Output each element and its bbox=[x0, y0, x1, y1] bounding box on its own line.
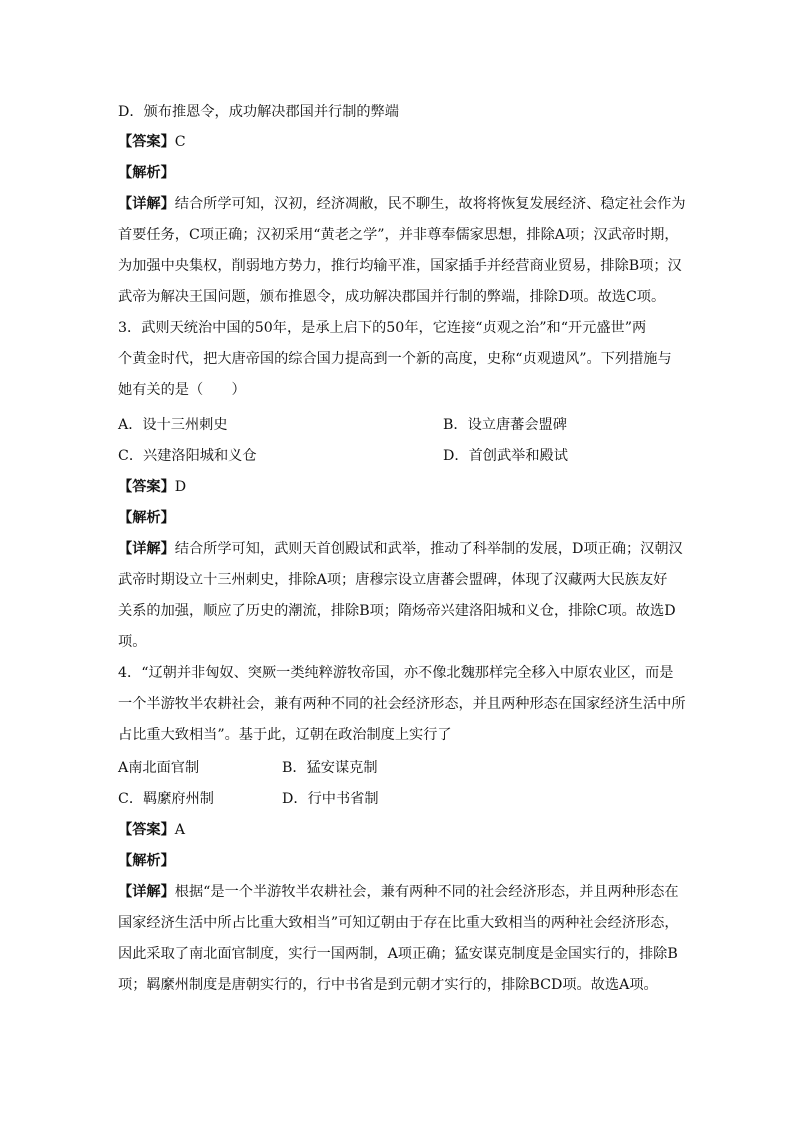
q3-stem-line-3: 她有关的是（ ） bbox=[118, 382, 246, 398]
q2-answer bbox=[118, 132, 186, 152]
answer-tag: 【答案】 bbox=[118, 479, 175, 495]
q4-answer bbox=[118, 820, 185, 840]
detail-tag: 【详解】 bbox=[118, 541, 175, 557]
q4-detail-line-1 bbox=[118, 882, 679, 902]
q4-stem-line-2: 一个半游牧半农耕社会，兼有两种不同的社会经济形态，并且两种形态在国家经济生活中所 bbox=[118, 696, 686, 712]
q4-detail-line-4: 项；羁縻州制度是唐朝实行的，行中书省是到元朝才实行的，排除BCD项。故选A项。 bbox=[118, 977, 658, 993]
q3-stem-line-1: 3．武则天统治中国的50年，是承上启下的50年，它连接“贞观之治”和“开元盛世”两 bbox=[118, 320, 647, 336]
q2-detail-line-4: 武帝为解决王国问题，颁布推恩令，成功解决郡国并行制的弊端，排除D项。故选C项。 bbox=[118, 289, 666, 305]
q3-analysis-tag: 【解析】 bbox=[118, 510, 175, 526]
q3-option-a: A．设十三州刺史 bbox=[118, 417, 228, 433]
q2-option-d: D．颁布推恩令，成功解决郡国并行制的弊端 bbox=[118, 104, 399, 120]
q4-stem-line-1: 4．“辽朝并非匈奴、突厥一类纯粹游牧帝国，亦不像北魏那样完全移入中原农业区，而是 bbox=[118, 665, 674, 681]
q4-option-a: A南北面官制 bbox=[118, 760, 200, 776]
answer-tag: 【答案】 bbox=[118, 134, 175, 150]
answer-value: C bbox=[174, 134, 186, 150]
q2-detail-line-1 bbox=[118, 194, 686, 214]
q4-option-d: D．行中书省制 bbox=[282, 791, 379, 807]
answer-value: D bbox=[174, 479, 187, 495]
q3-detail-line-1 bbox=[118, 539, 683, 559]
q3-option-d: D．首创武举和殿试 bbox=[443, 448, 568, 464]
q3-detail-line-3: 关系的加强，顺应了历史的潮流，排除B项；隋炀帝兴建洛阳城和义仓，排除C项。故选D bbox=[118, 603, 676, 619]
detail-tag: 【详解】 bbox=[118, 196, 175, 212]
answer-tag: 【答案】 bbox=[118, 822, 175, 838]
q3-option-b: B．设立唐蕃会盟碑 bbox=[443, 417, 567, 433]
q4-option-c: C．羁縻府州制 bbox=[118, 791, 214, 807]
q4-option-b: B．猛安谋克制 bbox=[282, 760, 378, 776]
q3-stem-line-2: 个黄金时代，把大唐帝国的综合国力提高到一个新的高度，史称“贞观遗风”。下列措施与 bbox=[118, 351, 672, 367]
q2-analysis-tag: 【解析】 bbox=[118, 165, 175, 181]
q4-detail-line-2: 国家经济生活中所占比重大致相当”可知辽朝由于存在比重大致相当的两种社会经济形态， bbox=[118, 915, 679, 931]
q2-detail-line-2: 首要任务，C项正确；汉初采用“黄老之学”，并非尊奉儒家思想，排除A项；汉武帝时期， bbox=[118, 227, 679, 243]
q3-detail-line-4: 项。 bbox=[118, 634, 147, 650]
answer-value: A bbox=[174, 822, 186, 838]
q2-detail-line-3: 为加强中央集权，削弱地方势力，推行均输平准，国家插手并经营商业贸易，排除B项；汉 bbox=[118, 258, 682, 274]
q3-detail-line-2: 武帝时期设立十三州刺史，排除A项；唐穆宗设立唐蕃会盟碑，体现了汉藏两大民族友好 bbox=[118, 572, 668, 588]
detail-text: 结合所学可知，汉初，经济凋敝，民不聊生，故将将恢复发展经济、稳定社会作为 bbox=[174, 196, 686, 212]
detail-tag: 【详解】 bbox=[118, 884, 175, 900]
q3-option-c: C．兴建洛阳城和义仓 bbox=[118, 448, 257, 464]
q4-detail-line-3: 因此采取了南北面官制度，实行一国两制，A项正确；猛安谋克制度是金国实行的，排除B bbox=[118, 946, 678, 962]
q4-analysis-tag: 【解析】 bbox=[118, 853, 175, 869]
q3-answer bbox=[118, 477, 186, 497]
detail-text: 结合所学可知，武则天首创殿试和武举，推动了科举制的发展，D项正确；汉朝汉 bbox=[174, 541, 683, 557]
q4-stem-line-3: 占比重大致相当”。基于此，辽朝在政治制度上实行了 bbox=[118, 727, 452, 743]
detail-text: 根据“是一个半游牧半农耕社会，兼有两种不同的社会经济形态，并且两种形态在 bbox=[174, 884, 679, 900]
